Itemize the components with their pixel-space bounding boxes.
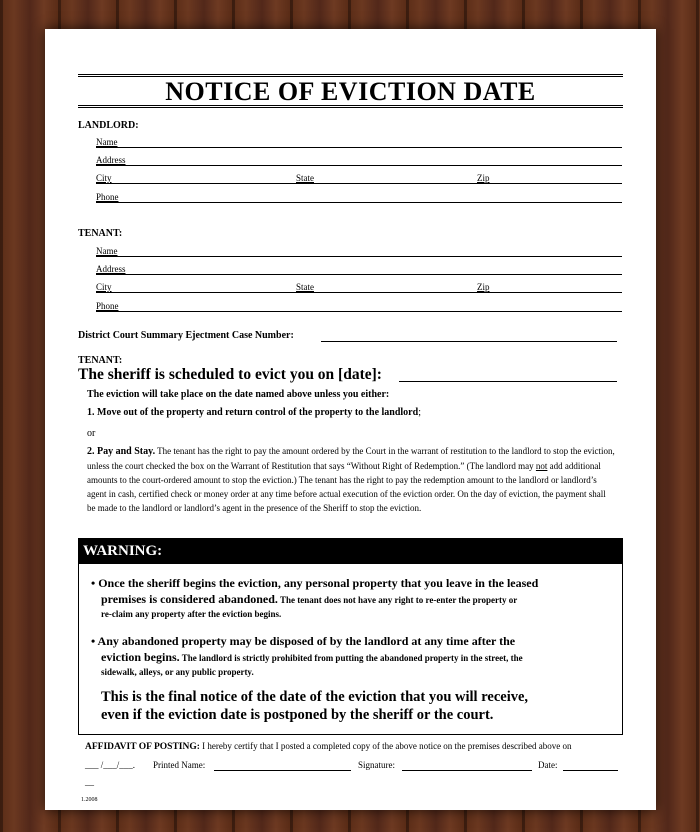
warning-bullet-2-bold: eviction begins. — [101, 650, 180, 664]
landlord-name-field[interactable] — [96, 147, 622, 148]
affidavit-dash: __ — [85, 777, 94, 787]
affidavit-date-label: Date: — [538, 760, 558, 770]
landlord-phone-field[interactable] — [96, 202, 622, 203]
warning-bullet-1-small-b: re-claim any property after the eviction begins. — [101, 609, 282, 619]
tenant-city-state-zip-field[interactable] — [96, 292, 622, 293]
pay-and-stay-heading: 2. Pay and Stay. — [87, 446, 156, 457]
warning-heading: WARNING: — [79, 539, 622, 564]
warning-bullet-2-small-b: sidewalk, alleys, or any public property. — [101, 667, 254, 677]
option-move-out-text: 1. Move out of the property and return control of the property to the landlord — [87, 407, 419, 418]
signature-label: Signature: — [358, 760, 395, 770]
final-notice-line-2: even if the eviction date is postponed by the sheriff or the court. — [101, 707, 494, 723]
tenant-address-label: Address — [96, 264, 126, 274]
printed-name-field[interactable] — [214, 770, 351, 771]
notice-tenant-label: TENANT: — [78, 355, 123, 366]
eviction-intro-text: The eviction will take place on the date named above unless you either: — [87, 389, 390, 400]
page-title: NOTICE OF EVICTION DATE — [165, 77, 536, 106]
landlord-name-label: Name — [96, 137, 118, 147]
landlord-address-label: Address — [96, 155, 126, 165]
landlord-address-field[interactable] — [96, 165, 622, 166]
pay-and-stay-not: not — [535, 461, 548, 471]
tenant-phone-field[interactable] — [96, 311, 622, 312]
or-text: or — [87, 428, 96, 439]
signature-field[interactable] — [402, 770, 532, 771]
tenant-phone-label: Phone — [96, 301, 119, 311]
printed-name-label: Printed Name: — [153, 760, 206, 770]
option-move-out — [87, 407, 421, 418]
option-move-out-punct: ; — [418, 407, 421, 418]
warning-bullet-2-line-2 — [101, 649, 523, 666]
final-notice-line-1: This is the final notice of the date of the eviction that you will receive, — [101, 689, 529, 705]
landlord-phone-label: Phone — [96, 192, 119, 202]
tenant-heading: TENANT: — [78, 228, 123, 239]
landlord-city-label: City — [96, 173, 112, 183]
tenant-state-label: State — [296, 282, 314, 292]
option-pay-and-stay — [87, 444, 615, 515]
eviction-date-field[interactable] — [399, 381, 617, 382]
warning-bullet-2-small-a: The landlord is strictly prohibited from putting the abandoned property in the street, the — [179, 653, 523, 663]
landlord-zip-label: Zip — [477, 173, 490, 183]
tenant-name-label: Name — [96, 246, 118, 256]
form-code: 1.2008 — [81, 797, 98, 803]
sheriff-eviction-date-line: The sheriff is scheduled to evict you on [date]: — [78, 366, 382, 383]
affidavit-heading: AFFIDAVIT OF POSTING: — [85, 742, 200, 752]
affidavit-date-field[interactable] — [563, 770, 618, 771]
warning-bullet-1-line-1: • Once the sheriff begins the eviction, any personal property that you leave in the leased — [91, 576, 539, 590]
tenant-zip-label: Zip — [477, 282, 490, 292]
tenant-name-field[interactable] — [96, 256, 622, 257]
case-number-field[interactable] — [321, 341, 617, 342]
warning-box — [78, 538, 623, 735]
pay-and-stay-text-b: add additional amounts to the court-ordered amount to stop the eviction.) The tenant has the right to pay the redemption amount to the landlord or landlord’s agent in cash, certified check or money order at any time before actual execution of the eviction order. On the day of eviction, the payment shall be made to the landlord or landlord’s agent in the presence of the Sheriff to stop the eviction. — [87, 461, 606, 513]
warning-bullet-1-bold: premises is considered abandoned. — [101, 592, 278, 606]
eviction-notice-form — [45, 29, 656, 810]
warning-bullet-1-small-a: The tenant does not have any right to re-enter the property or — [277, 595, 518, 605]
title-bottom-rule — [78, 105, 623, 111]
landlord-city-state-zip-field[interactable] — [96, 183, 622, 184]
affidavit-statement: I hereby certify that I posted a completed copy of the above notice on the premises described above on — [199, 741, 572, 751]
landlord-heading: LANDLORD: — [78, 120, 139, 131]
warning-bullet-1-line-2 — [101, 591, 517, 608]
tenant-address-field[interactable] — [96, 274, 622, 275]
warning-bullet-2-line-1: • Any abandoned property may be disposed of by the landlord at any time after the — [91, 634, 516, 648]
affidavit-text — [85, 741, 572, 752]
pay-and-stay-text-a: The tenant has the right to pay the amount ordered by the Court in the warrant of restitution to the landlord to stop the eviction, unless the court checked the box on the Warrant of Restitution that says “Without Right of Redemption.” (The landlord may — [87, 446, 615, 471]
case-number-label: District Court Summary Ejectment Case Number: — [78, 330, 294, 341]
affidavit-date-blank[interactable]: ___ /___/___. — [85, 760, 136, 770]
landlord-state-label: State — [296, 173, 314, 183]
tenant-city-label: City — [96, 282, 112, 292]
